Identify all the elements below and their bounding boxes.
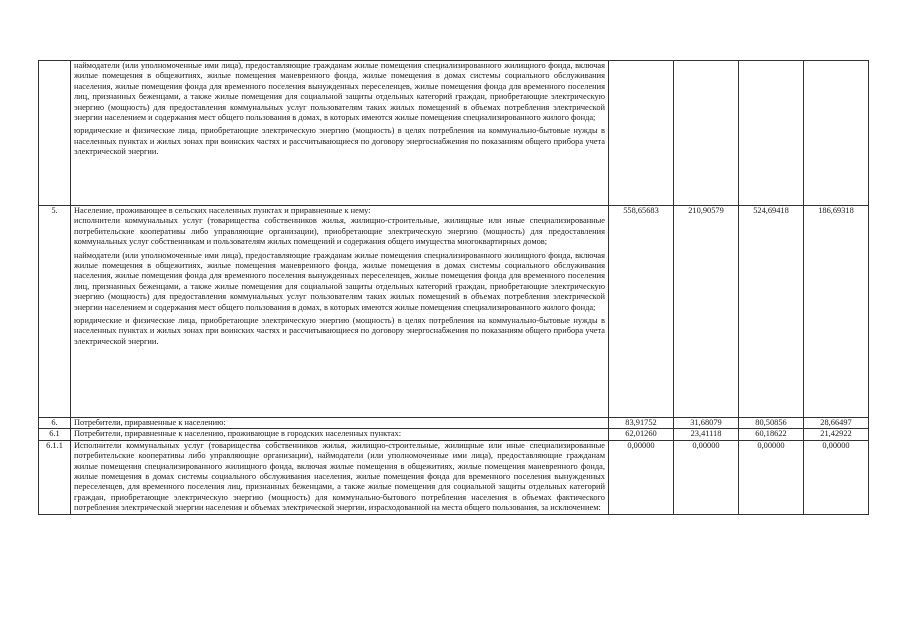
value-cell: 210,90579 [674, 206, 739, 418]
description-paragraph: Потребители, приравненные к населению, проживающие в городских населенных пунктах: [74, 429, 402, 439]
value-cell [609, 61, 674, 206]
table-row [39, 206, 869, 418]
row-number: 6. [39, 418, 71, 429]
description-paragraph: наймодатели (или уполномоченные ими лица), предоставляющие гражданам жилые помещения специализированного жилищного фонда, включая жилые помещения в общежитиях, жилые помещения маневренного фонда, жилые помещения в домах системы социального обслуживания населения, жилые помещения фонда для временного поселения вынужденных переселенцев, жилые помещения фонда для временного поселения лиц, признанных беженцами, а также жилые помещения для социальной защиты отдельных категорий граждан, приобретающие электрическую энергию (мощность) для предоставления коммунальных услуг пользователям таких жилых помещений в объемах потребления электрической энергии населением и содержания мест общего пользования в домах, в которых имеются жилые помещения специализированного жилого фонда; [74, 61, 605, 123]
tariff-table [38, 60, 869, 515]
description-paragraph: Потребители, приравненные к населению: [74, 418, 226, 427]
value-cell [674, 61, 739, 206]
document-page [38, 60, 868, 515]
row-description [71, 429, 609, 440]
value-cell: 83,91752 [609, 418, 674, 429]
row-description [71, 61, 609, 206]
table-row [39, 440, 869, 514]
value-cell: 28,66497 [804, 418, 869, 429]
value-cell: 31,68079 [674, 418, 739, 429]
value-cell: 0,00000 [609, 440, 674, 514]
value-cell: 558,65683 [609, 206, 674, 418]
row-description [71, 418, 609, 429]
description-paragraph: наймодатели (или уполномоченные ими лица), предоставляющие гражданам жилые помещения специализированного жилищного фонда, включая жилые помещения в общежитиях, жилые помещения маневренного фонда, жилые помещения в домах системы социального обслуживания населения, жилые помещения фонда для временного поселения вынужденных переселенцев, жилые помещения фонда для временного поселения лиц, признанных беженцами, а также жилые помещения для социальной защиты отдельных категорий граждан, приобретающие электрическую энергию (мощность) для предоставления коммунальных услуг пользователям таких жилых помещений в объемах потребления электрической энергии населением и содержания мест общего пользования в домах, в которых имеются жилые помещения специализированного жилого фонда; [74, 250, 605, 312]
value-cell: 0,00000 [804, 440, 869, 514]
description-paragraph: Население, проживающее в сельских населенных пунктах и приравненные к нему: [74, 206, 371, 215]
value-cell: 186,69318 [804, 206, 869, 418]
value-cell: 23,41118 [674, 429, 739, 440]
description-paragraph: юридические и физические лица, приобретающие электрическую энергию (мощность) в целях потребления на коммунально-бытовые нужды в населенных пунктах и жилых зонах при воинских частях и рассчитывающиеся по договору энергоснабжения по показаниям общего прибора учета электрической энергии. [74, 316, 605, 346]
value-cell: 80,50856 [739, 418, 804, 429]
table-row [39, 418, 869, 429]
row-description [71, 440, 609, 514]
value-cell [804, 61, 869, 206]
table-row [39, 429, 869, 440]
row-number: 5. [39, 206, 71, 418]
row-number: 6.1.1 [39, 440, 71, 514]
description-paragraph: юридические и физические лица, приобретающие электрическую энергию (мощность) в целях потребления на коммунально-бытовые нужды в населенных пунктах и жилых зонах при воинских частях и рассчитывающиеся по договору энергоснабжения по показаниям общего прибора учета электрической энергии. [74, 126, 605, 157]
value-cell: 0,00000 [739, 440, 804, 514]
value-cell [739, 61, 804, 206]
row-number [39, 61, 71, 206]
row-number: 6.1 [39, 429, 71, 440]
value-cell: 21,42922 [804, 429, 869, 440]
value-cell: 524,69418 [739, 206, 804, 418]
value-cell: 60,18622 [739, 429, 804, 440]
row-description [71, 206, 609, 418]
description-paragraph: исполнители коммунальных услуг (товарищества собственников жилья, жилищно-строительные, жилищные или иные специализированные потребительские кооперативы либо управляющие организации), приобретающие электрическую энергию (мощность) для предоставления коммунальных услуг собственникам и пользователям жилых помещений и содержания общего имущества многоквартирных домов; [74, 216, 605, 247]
value-cell: 62,01260 [609, 429, 674, 440]
description-paragraph: Исполнители коммунальных услуг (товарищества собственников жилья, жилищно-строительные, жилищные или иные специализированные потребительские кооперативы либо управляющие организации), наймодатели (или уполномоченные ими лица), предоставляющие гражданам жилые помещения специализированного жилищного фонда, включая жилые помещения в общежитиях, жилые помещения маневренного фонда, жилые помещения в домах системы социального обслуживания населения, жилые помещения фонда для временного поселения вынужденных переселенцев, для временного поселения лиц, признанных беженцами, а также жилые помещения для социальной защиты отдельных категорий граждан, приобретающие электрическую энергию (мощность) для коммунально-бытового потребления населения в объемах фактического потребления электрической энергии населения и объемах электрической энергии, израсходованной на места общего пользования, за исключением: [74, 440, 605, 513]
table-row [39, 61, 869, 206]
value-cell: 0,00000 [674, 440, 739, 514]
